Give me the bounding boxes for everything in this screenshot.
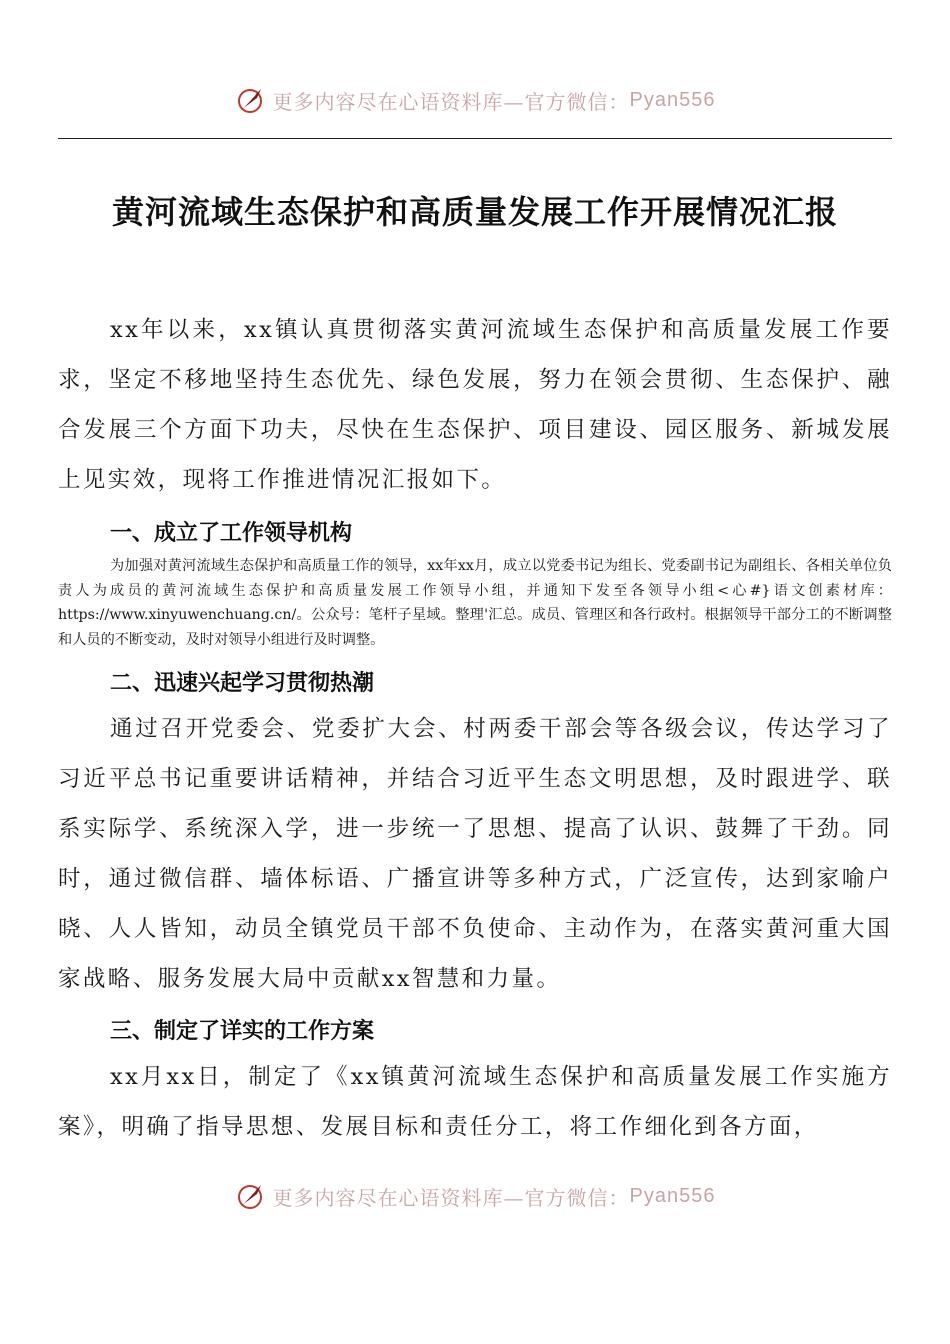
section-2-heading: 二、迅速兴起学习贯彻热潮 xyxy=(110,671,375,696)
quill-logo-icon xyxy=(235,84,267,116)
section-3-body: xx月xx日，制定了《xx镇黄河流域生态保护和高质量发展工作实施方案》，明确了指导思想、发展目标和责任分工，将工作细化到各方面， xyxy=(58,1064,892,1140)
header-watermark xyxy=(0,84,950,116)
section-3-heading: 三、制定了详实的工作方案 xyxy=(110,1019,375,1044)
section-2-body: 通过召开党委会、党委扩大会、村两委干部会等各级会议，传达学习了习近平总书记重要讲话精神，并结合习近平生态文明思想，及时跟进学、联系实际学、系统深入学，进一步统一了思想、提高了认识、鼓舞了干劲。同时，通过微信群、墙体标语、广播宣讲等多种方式，广泛宣传，达到家喻户晓、人人皆知，动员全镇党员干部不负使命、主动作为，在落实黄河重大国家战略、服务发展大局中贡献xx智慧和力量。 xyxy=(58,716,892,992)
quill-logo-icon xyxy=(235,1180,267,1212)
watermark-text: 更多内容尽在心语资料库—官方微信： xyxy=(272,89,630,114)
footer-watermark xyxy=(0,1180,950,1212)
intro-paragraph: xx年以来，xx镇认真贯彻落实黄河流域生态保护和高质量发展工作要求，坚定不移地坚持生态优先、绿色发展，努力在领会贯彻、生态保护、融合发展三个方面下功夫，尽快在生态保护、项目建设、园区服务、新城发展上见实效，现将工作推进情况汇报如下。 xyxy=(58,317,892,493)
section-1-heading: 一、成立了工作领导机构 xyxy=(110,521,353,546)
watermark-text: 更多内容尽在心语资料库—官方微信： xyxy=(272,1185,630,1210)
watermark-wechat-id: Pyan556 xyxy=(629,88,716,111)
document-title: 黄河流域生态保护和高质量发展工作开展情况汇报 xyxy=(111,193,838,232)
watermark-wechat-id: Pyan556 xyxy=(629,1184,716,1207)
section-1-body: 为加强对黄河流域生态保护和高质量工作的领导，xx年xx月，成立以党委书记为组长、党委副书记为副组长、各相关单位负责人为成员的黄河流域生态保护和高质量发展工作领导小组，并通知下发至各领导小组<心#}语文创素材库：https://www.xinyuwenchuang.cn/。公众号：笔杆子星域。整理'汇总。成员、管理区和各行政村。根据领导干部分工的不断调整和人员的不断变动，及时对领导小组进行及时调整。 xyxy=(58,558,892,648)
header-divider xyxy=(58,138,892,139)
